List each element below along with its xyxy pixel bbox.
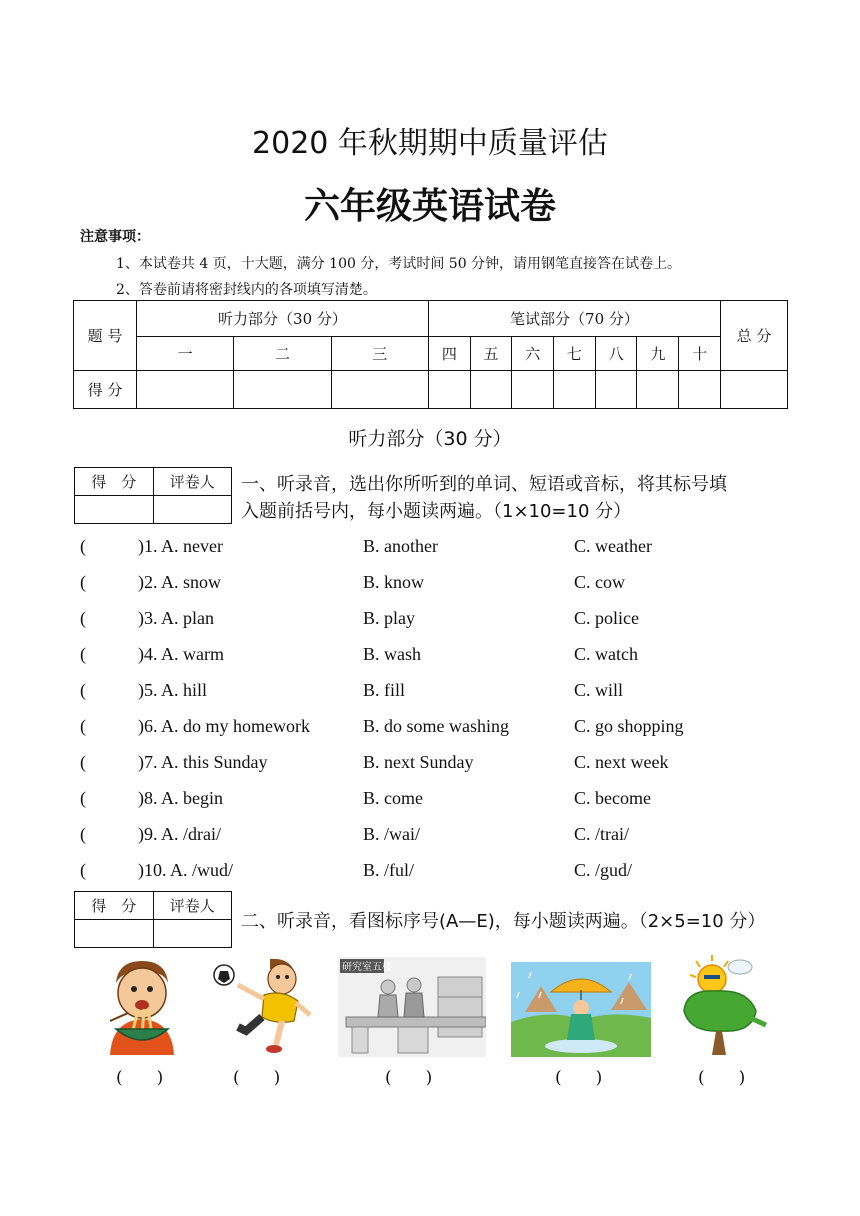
grader-box-score-cell[interactable] xyxy=(75,496,154,524)
score-table xyxy=(73,300,788,409)
answer-paren-open[interactable]: ( xyxy=(80,752,86,772)
option-b: B. know xyxy=(363,572,425,592)
answer-paren-open[interactable]: ( xyxy=(80,788,86,808)
section1-instruction-line2: 入题前括号内，每小题读两遍。（1×10=10 分） xyxy=(241,501,632,522)
boy-playing-football-image xyxy=(212,955,314,1055)
note-item-1: 1、本试卷共 4 页，十大题，满分 100 分，考试时间 50 分钟，请用钢笔直接答在试卷上。 xyxy=(116,256,682,272)
option-a: )10. A. /wud/ xyxy=(138,860,234,880)
option-c: C. weather xyxy=(574,536,652,556)
score-cell[interactable] xyxy=(595,371,637,409)
score-cell[interactable] xyxy=(679,371,721,409)
question-row xyxy=(80,680,800,716)
people-cooking-kitchen-image xyxy=(338,957,486,1057)
grader-box-grader-label: 评卷人 xyxy=(153,892,232,920)
option-c: C. go shopping xyxy=(574,716,684,736)
picture-answer-blank[interactable]: ( ) xyxy=(385,1068,433,1088)
picture-answer-blank[interactable]: ( ) xyxy=(555,1068,603,1088)
picture-answer-blank[interactable]: ( ) xyxy=(698,1068,746,1088)
option-b: B. wash xyxy=(363,644,421,664)
option-b: B. /ful/ xyxy=(363,860,415,880)
note-item-2: 2、答卷前请将密封线内的各项填写清楚。 xyxy=(116,282,377,298)
answer-paren-open[interactable]: ( xyxy=(80,680,86,700)
listening-header: 听力部分（30 分） xyxy=(137,301,429,337)
answer-paren-open[interactable]: ( xyxy=(80,824,86,844)
answer-paren-open[interactable]: ( xyxy=(80,572,86,592)
option-b: B. another xyxy=(363,536,438,556)
answer-paren-open[interactable]: ( xyxy=(80,860,86,880)
column-label: 七 xyxy=(554,337,596,371)
answer-paren-open[interactable]: ( xyxy=(80,608,86,628)
column-label: 八 xyxy=(595,337,637,371)
question-row xyxy=(80,644,800,680)
option-c: C. will xyxy=(574,680,624,700)
boy-eating-noodles-image xyxy=(98,955,186,1055)
total-score-cell[interactable] xyxy=(721,371,788,409)
score-cell[interactable] xyxy=(331,371,428,409)
option-c: C. next week xyxy=(574,752,669,772)
score-table-label-score: 得 分 xyxy=(74,371,137,409)
exam-subtitle: 六年级英语试卷 xyxy=(303,186,556,227)
exam-title: 2020 年秋期期中质量评估 xyxy=(252,126,608,161)
column-label: 六 xyxy=(512,337,554,371)
option-b: B. play xyxy=(363,608,415,628)
column-label: 一 xyxy=(137,337,234,371)
section2-instruction: 二、听录音，看图标序号(A—E)，每小题读两遍。（2×5=10 分） xyxy=(241,911,766,932)
column-label: 三 xyxy=(331,337,428,371)
option-a: )1. A. never xyxy=(138,536,223,556)
grader-box-grader-cell[interactable] xyxy=(153,920,232,948)
column-label: 四 xyxy=(428,337,470,371)
option-b: B. come xyxy=(363,788,423,808)
option-c: C. /trai/ xyxy=(574,824,629,844)
grader-box-grader-label: 评卷人 xyxy=(153,468,232,496)
score-table-label-number: 题 号 xyxy=(74,301,137,371)
score-cell[interactable] xyxy=(234,371,331,409)
total-header: 总 分 xyxy=(721,301,788,371)
grader-box-grader-cell[interactable] xyxy=(153,496,232,524)
option-c: C. /gud/ xyxy=(574,860,633,880)
writing-header: 笔试部分（70 分） xyxy=(428,301,720,337)
option-c: C. police xyxy=(574,608,639,628)
option-b: B. next Sunday xyxy=(363,752,474,772)
grader-box-score-cell[interactable] xyxy=(75,920,154,948)
option-a: )3. A. plan xyxy=(138,608,214,628)
option-b: B. /wai/ xyxy=(363,824,420,844)
option-c: C. watch xyxy=(574,644,638,664)
score-cell[interactable] xyxy=(470,371,512,409)
watermark-text: 研究室五楼 xyxy=(342,962,392,973)
question-row xyxy=(80,608,800,644)
option-a: )9. A. /drai/ xyxy=(138,824,221,844)
notes-heading: 注意事项： xyxy=(80,229,150,245)
option-c: C. become xyxy=(574,788,651,808)
option-a: )7. A. this Sunday xyxy=(138,752,268,772)
score-cell[interactable] xyxy=(512,371,554,409)
question-row xyxy=(80,716,800,752)
option-c: C. cow xyxy=(574,572,625,592)
option-b: B. fill xyxy=(363,680,406,700)
option-a: )4. A. warm xyxy=(138,644,224,664)
question-row xyxy=(80,536,800,572)
column-label: 十 xyxy=(679,337,721,371)
option-a: )8. A. begin xyxy=(138,788,223,808)
score-cell[interactable] xyxy=(428,371,470,409)
question-row xyxy=(80,752,800,788)
section1-instruction-line1: 一、听录音，选出你所听到的单词、短语或音标，将其标号填 xyxy=(241,474,727,495)
option-a: )5. A. hill xyxy=(138,680,208,700)
column-label: 五 xyxy=(470,337,512,371)
option-a: )2. A. snow xyxy=(138,572,222,592)
answer-paren-open[interactable]: ( xyxy=(80,716,86,736)
score-cell[interactable] xyxy=(137,371,234,409)
child-with-umbrella-in-rain-image xyxy=(511,962,651,1057)
option-a: )6. A. do my homework xyxy=(138,716,310,736)
listening-section-heading: 听力部分（30 分） xyxy=(348,428,512,450)
score-cell[interactable] xyxy=(554,371,596,409)
picture-answer-blank[interactable]: ( ) xyxy=(233,1068,281,1088)
answer-paren-open[interactable]: ( xyxy=(80,644,86,664)
grader-box-score-label: 得 分 xyxy=(75,468,154,496)
column-label: 二 xyxy=(234,337,331,371)
sun-and-tree-image xyxy=(676,955,770,1057)
answer-paren-open[interactable]: ( xyxy=(80,536,86,556)
grader-box-2 xyxy=(74,891,232,948)
question-row xyxy=(80,824,800,860)
picture-answer-blank[interactable]: ( ) xyxy=(116,1068,164,1088)
grader-box-1 xyxy=(74,467,232,524)
grader-box-score-label: 得 分 xyxy=(75,892,154,920)
score-cell[interactable] xyxy=(637,371,679,409)
column-label: 九 xyxy=(637,337,679,371)
question-row xyxy=(80,572,800,608)
question-row xyxy=(80,788,800,824)
option-b: B. do some washing xyxy=(363,716,509,736)
